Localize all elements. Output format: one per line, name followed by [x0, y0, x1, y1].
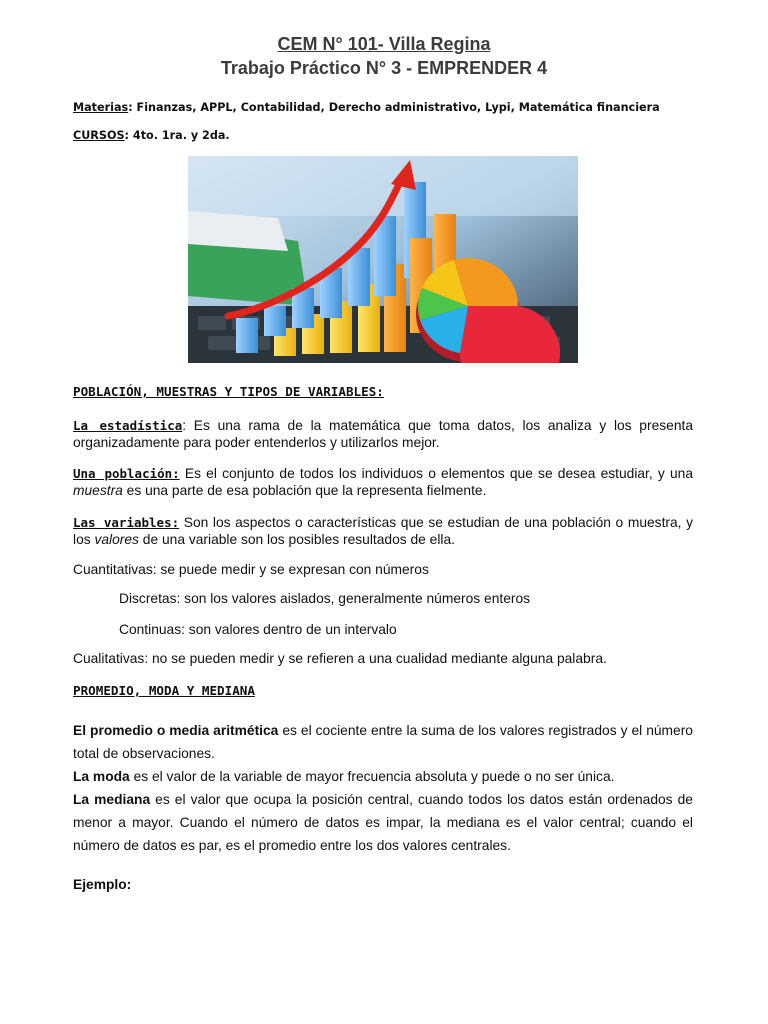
- paragraph-definitions: [73, 719, 693, 857]
- moda-text: es el valor de la variable de mayor frecuencia absoluta y puede o no ser única.: [129, 769, 615, 784]
- cualitativas-line: Cualitativas: no se pueden medir y se refieren a una cualidad mediante alguna palabra.: [73, 651, 607, 666]
- document-title: CEM N° 101- Villa Regina: [277, 34, 491, 54]
- materias-value: : Finanzas, APPL, Contabilidad, Derecho administrativo, Lypi, Matemática financiera: [128, 101, 660, 114]
- materias-line: [73, 101, 660, 114]
- poblacion-text-2: es una parte de esa población que la representa fielmente.: [122, 483, 487, 498]
- materias-label: Materias: [73, 101, 129, 114]
- moda-bold: La moda: [73, 769, 130, 784]
- variables-label: Las variables:: [73, 515, 180, 530]
- document-subtitle: Trabajo Práctico N° 3 - EMPRENDER 4: [220, 58, 548, 78]
- mediana-text: es el valor que ocupa la posición central, cuando todos los datos están ordenados de menor a mayor. Cuando el número de datos es impar, la mediana es el valor central; cuando el número de datos es par, es el promedio entre los dos valores centrales.: [73, 792, 693, 853]
- poblacion-italic: muestra: [73, 483, 123, 498]
- paragraph-poblacion: [73, 465, 693, 499]
- discretas-line: Discretas: son los valores aislados, generalmente números enteros: [119, 591, 531, 606]
- cursos-value: : 4to. 1ra. y 2da.: [124, 129, 230, 142]
- variables-text-1: Son los aspectos o características que se estudian de una población o muestra, y los: [73, 515, 694, 547]
- continuas-line: Continuas: son valores dentro de un intervalo: [119, 622, 397, 637]
- section-heading-poblacion: POBLACIÓN, MUESTRAS Y TIPOS DE VARIABLES:: [73, 384, 384, 399]
- cursos-line: [73, 129, 230, 142]
- variables-italic: valores: [94, 532, 139, 547]
- ejemplo-label: Ejemplo:: [73, 877, 132, 892]
- paragraph-variables: [73, 514, 693, 548]
- promedio-text: es el cociente entre la suma de los valores registrados y el número total de observaciones.: [73, 723, 693, 761]
- cuantitativas-line: Cuantitativas: se puede medir y se expresan con números: [73, 562, 429, 577]
- estadistica-label: La estadística: [73, 418, 183, 433]
- variables-text-2: de una variable son los posibles resultados de ella.: [138, 532, 455, 547]
- poblacion-label: Una población:: [73, 466, 180, 481]
- paragraph-estadistica: [73, 417, 693, 451]
- promedio-bold: El promedio o media aritmética: [73, 723, 279, 738]
- cursos-label: CURSOS: [73, 129, 125, 142]
- estadistica-text: : Es una rama de la matemática que toma datos, los analiza y los presenta organizadamente para poder entenderlos y utilizarlos mejor.: [73, 418, 693, 450]
- poblacion-text-1: Es el conjunto de todos los individuos o elementos que se desea estudiar, y una: [179, 466, 693, 481]
- statistics-illustration: [188, 156, 578, 363]
- section-heading-promedio: PROMEDIO, MODA Y MEDIANA: [73, 683, 255, 698]
- mediana-bold: La mediana: [73, 792, 151, 807]
